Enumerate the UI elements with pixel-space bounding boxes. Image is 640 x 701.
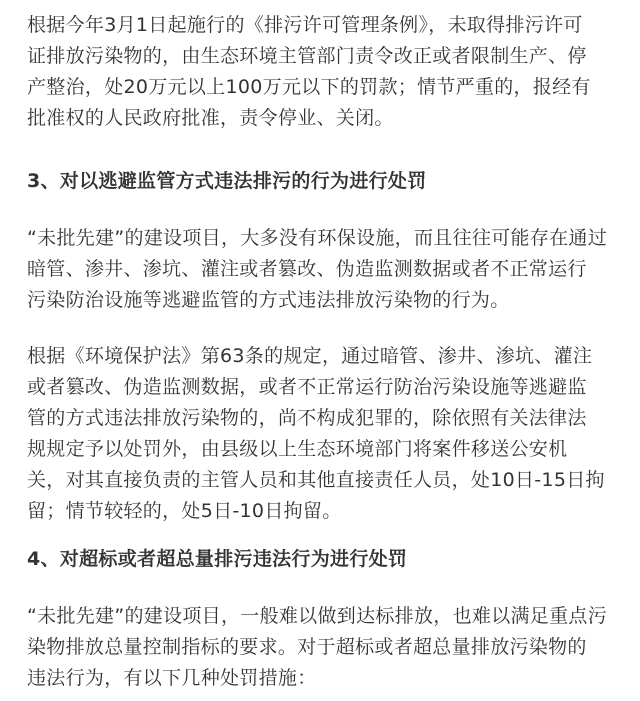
- section-heading-4: 4、对超标或者超总量排污违法行为进行处罚: [27, 548, 408, 570]
- paragraph-evasion-description: [27, 223, 617, 316]
- text-line: 管的方式违法排放污染物的，尚不构成犯罪的，除依照有关法律法: [27, 407, 587, 429]
- text-line: 根据今年3月1日起施行的《排污许可管理条例》，未取得排污许可: [27, 14, 583, 36]
- paragraph-excess-discharge: [27, 601, 617, 694]
- text-line: 或者篡改、伪造监测数据，或者不正常运行防治污染设施等逃避监: [27, 376, 587, 398]
- text-line: 违法行为，有以下几种处罚措施：: [27, 667, 317, 689]
- text-line: “未批先建”的建设项目，大多没有环保设施，而且往往可能存在通过: [27, 227, 607, 249]
- text-line: 污染防治设施等逃避监管的方式违法排放污染物的行为。: [27, 289, 510, 311]
- text-line: 根据《环境保护法》第63条的规定，通过暗管、渗井、渗坑、灌注: [27, 345, 593, 367]
- section-heading-3: 3、对以逃避监管方式违法排污的行为进行处罚: [27, 170, 427, 192]
- paragraph-environmental-law-article-63: [27, 341, 617, 527]
- paragraph-permit-regulation: [27, 10, 617, 134]
- text-line: 批准权的人民政府批准，责令停业、关闭。: [27, 107, 394, 129]
- text-line: 染物排放总量控制指标的要求。对于超标或者超总量排放污染物的: [27, 636, 587, 658]
- text-line: 关，对其直接负责的主管人员和其他直接责任人员，处10日-15日拘: [27, 469, 605, 491]
- text-line: 产整治，处20万元以上100万元以下的罚款；情节严重的，报经有: [27, 76, 591, 98]
- text-line: 暗管、渗井、渗坑、灌注或者篡改、伪造监测数据或者不正常运行: [27, 258, 587, 280]
- text-line: 留；情节较轻的，处5日-10日拘留。: [27, 500, 342, 522]
- text-line: 规规定予以处罚外，由县级以上生态环境部门将案件移送公安机: [27, 438, 568, 460]
- text-line: “未批先建”的建设项目，一般难以做到达标排放，也难以满足重点污: [27, 605, 607, 627]
- text-line: 证排放污染物的，由生态环境主管部门责令改正或者限制生产、停: [27, 45, 587, 67]
